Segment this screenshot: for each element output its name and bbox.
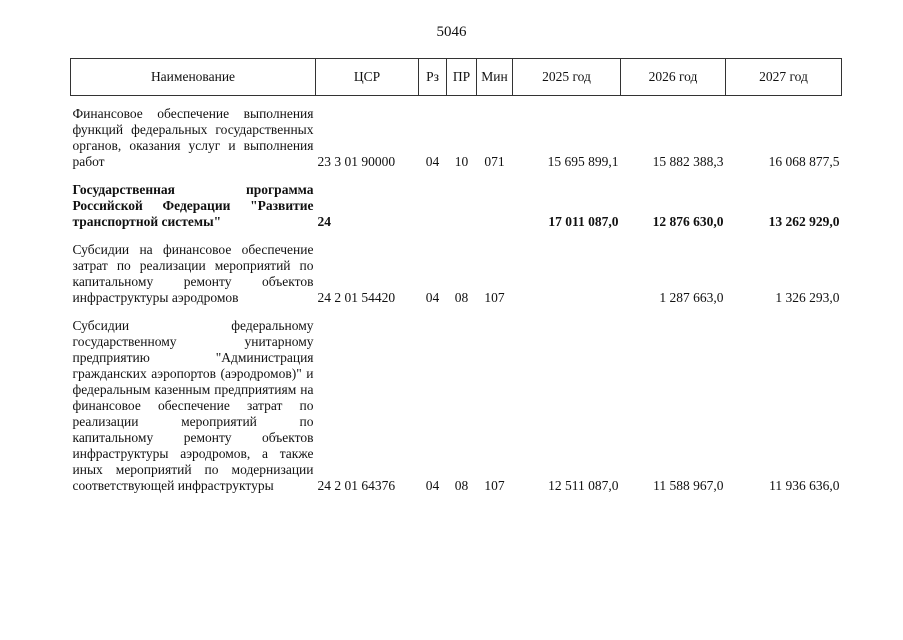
row-2027: 11 936 636,0 [769,478,840,493]
table-row [71,306,842,494]
row-name: Субсидии федеральному государственному унитарному предприятию "Администрация гражданских аэропортов (аэродромов)" и федеральным казенным предприятиям на финансовое обеспечение затрат по реализации мероприятий по капитальному ремонту объектов инфраструктуры аэродромов, а также иных мероприятий по модернизации соответствующей инфраструктуры [72,318,314,493]
table-row [71,170,842,230]
header-2025: 2025 год [513,59,621,96]
row-min: 071 [484,154,505,169]
row-pr: 08 [454,290,469,305]
header-2027: 2027 год [726,59,842,96]
row-2025 [513,230,621,306]
budget-table [70,58,842,494]
row-rz: 04 [425,290,440,305]
row-min [477,170,513,230]
header-rz: Рз [419,59,447,96]
header-name: Наименование [71,59,316,96]
row-name: Финансовое обеспечение выполнения функций федеральных государственных органов, оказания услуг и выполнения работ [72,106,314,169]
table-row [71,96,842,171]
row-2027: 1 326 293,0 [775,290,840,305]
header-min: Мин [477,59,513,96]
row-csr: 24 [317,214,331,229]
row-2027: 13 262 929,0 [768,214,840,229]
row-2025: 15 695 899,1 [547,154,619,169]
row-min: 107 [484,478,505,493]
row-2027: 16 068 877,5 [768,154,840,169]
header-2026: 2026 год [621,59,726,96]
row-name: Государственная программа Российской Федерации "Развитие транспортной системы" [72,182,314,229]
row-name: Субсидии на финансовое обеспечение затрат по реализации мероприятий по капитальному ремонту объектов инфраструктуры аэродромов [72,242,314,305]
row-pr: 10 [454,154,469,169]
row-rz: 04 [425,478,440,493]
row-csr: 24 2 01 54420 [317,290,396,305]
page-number: 5046 [436,24,467,40]
row-min: 107 [484,290,505,305]
header-csr: ЦСР [316,59,419,96]
row-pr: 08 [454,478,469,493]
row-2026: 15 882 388,3 [652,154,724,169]
row-2025: 12 511 087,0 [548,478,619,493]
row-2025: 17 011 087,0 [548,214,619,229]
row-2026: 12 876 630,0 [652,214,724,229]
row-2026: 11 588 967,0 [653,478,724,493]
row-rz [419,170,447,230]
row-pr [447,170,477,230]
row-csr: 24 2 01 64376 [317,478,396,493]
table-row [71,230,842,306]
row-rz: 04 [425,154,440,169]
row-csr: 23 3 01 90000 [317,154,396,169]
row-2026: 1 287 663,0 [659,290,724,305]
table-header-row [71,59,842,96]
header-pr: ПР [447,59,477,96]
